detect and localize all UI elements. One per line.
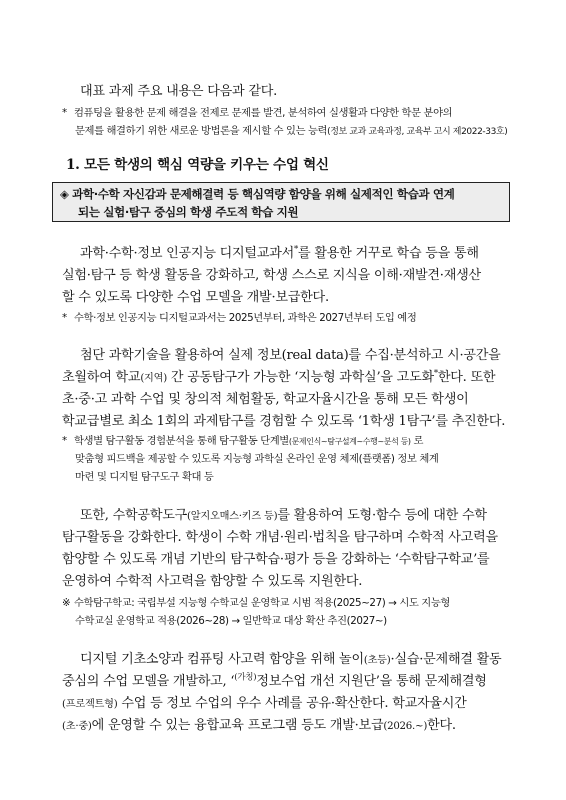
p3-note-text-1: 수학탐구학교: 국립부설 지능형 수학교실 운영학교 시범 적용(2025~27) → 시도 지능형: [74, 597, 450, 609]
paragraph-1-line-2: 실험·탐구 등 학생 활동을 강화하고, 학생 스스로 지식을 이해·재발견·재생산: [62, 268, 481, 283]
p2-text-2a: 초월하여 학교: [62, 370, 141, 385]
intro-text: 대표 과제 주요 내용은 다음과 같다.: [80, 84, 278, 99]
p4-text-1a: 디지털 기초소양과 컴퓨팅 사고력 함양을 위해 놀이: [80, 652, 364, 667]
p4-year-note: (2026.~): [383, 721, 428, 732]
p2-region-note: (지역): [140, 373, 167, 384]
p2-text-2c: 한다. 또한: [437, 370, 496, 385]
paragraph-4-line-1: [80, 648, 501, 667]
paragraph-2-line-2: [62, 366, 495, 385]
paragraph-4-line-2: [62, 670, 487, 689]
p2-text-2b: 간 공동탐구가 가능한 ‘지능형 과학실’을 고도화: [167, 370, 434, 385]
paragraph-4-line-3: [62, 692, 467, 711]
paragraph-3-line-2: 탐구활동을 강화한다. 학생이 수학 개념·원리·법칙을 탐구하며 수학적 사고력을: [62, 530, 498, 545]
p4-text-2a: 중심의 수업 모델을 개발하고, ‘: [62, 674, 235, 689]
p1-footnote-mark: *: [294, 244, 299, 255]
paragraph-3-line-1: [80, 504, 487, 523]
section-1-title: 1. 모든 학생의 핵심 역량을 키우는 수업 혁신: [66, 157, 329, 173]
footnote-1-text-1: 컴퓨팅을 활용한 문제 해결을 전제로 문제를 발견, 분석하여 실생활과 다양한 학문 분야의: [74, 107, 453, 119]
paragraph-3-line-3: 함양할 수 있도록 개념 기반의 탐구학습·평가 등을 강화하는 ‘수학탐구학교’를: [62, 552, 490, 567]
footnote-star: *: [62, 107, 67, 119]
reference-mark: ※: [62, 597, 71, 609]
p3-text-1b: 를 활용하여 도형·함수 등에 대한 수학: [277, 508, 487, 523]
paragraph-2-note-line-2: 맞춤형 피드백을 제공할 수 있도록 지능형 과학실 온라인 운영 체제(플랫폼) 정보 체계: [75, 453, 439, 465]
callout-line-1: ◈ 과학·수학 자신감과 문제해결력 등 핵심역량 함양을 위해 실제적인 학습과 연계: [60, 187, 455, 201]
paragraph-4-line-4: [62, 714, 456, 733]
p2-note-text-1b: 로: [410, 435, 424, 447]
paragraph-2-note-line-3: 마련 및 디지털 탐구도구 확대 등: [75, 471, 214, 483]
p4-text-4d: 한다.: [427, 718, 456, 733]
footnote-1-text-2: 문제를 해결하기 위한 새로운 방법론을 제시할 수 있는 능력: [75, 125, 328, 137]
paragraph-1-line-1: [80, 242, 479, 261]
paragraph-1-note: [62, 309, 416, 324]
paragraph-3-note-line-2: 수학교실 운영학교 적용(2026~28) → 일반학교 대상 확산 추진(2027~): [75, 615, 387, 627]
footnote-1-line-2: [75, 122, 507, 137]
p1-text-1a: 과학·수학·정보 인공지능 디지털교과서: [80, 246, 295, 261]
p1-note-text: 수학·정보 인공지능 디지털교과서는 2025년부터, 과학은 2027년부터 도입 예정: [74, 312, 417, 324]
footnote-star: *: [62, 312, 67, 324]
p4-text-3b: 수업 등 정보 수업의 우수 사례를 공유·확산한다. 학교자율시간: [117, 696, 467, 711]
p4-elementary-note: (초등): [363, 655, 391, 666]
footnote-1-source: (정보 교과 교육과정, 교육부 고시 제2022-33호): [327, 127, 508, 137]
p1-text-1b: 를 활용한 거꾸로 학습 등을 통해: [298, 246, 479, 261]
paragraph-2-note-line-1: [62, 432, 423, 447]
p4-school-level-note: (초·중): [62, 721, 92, 732]
p3-text-1a: 또한, 수학공학도구: [80, 508, 188, 523]
paragraph-2-line-1: 첨단 과학기술을 활용하여 실제 정보(real data)를 수집·분석하고 시·공간을: [80, 348, 501, 363]
p4-text-4b: 에 운영할 수 있는 융합교육 프로그램 등도 개발·보급: [91, 718, 384, 733]
p4-text-2b: 정보수업 개선 지원단’을 통해 문제해결형: [256, 674, 487, 689]
p2-note-text-1a: 학생별 탐구활동 경험분석을 통해 탐구활동 단계별: [74, 435, 289, 447]
footnote-star: *: [62, 435, 67, 447]
p4-tentative-mark: (가칭): [234, 672, 257, 683]
p2-note-stages: (문제인식~탐구설계~수행~분석 등): [288, 437, 411, 446]
p4-text-1b: ·실습·문제해결 활동: [390, 652, 502, 667]
paragraph-2-line-3: 초·중·고 과학 수업 및 창의적 체험활동, 학교자율시간을 통해 모든 학생이: [62, 392, 469, 407]
p2-footnote-mark: *: [433, 368, 438, 379]
paragraph-1-line-3: 할 수 있도록 다양한 수업 모델을 개발·보급한다.: [62, 290, 329, 305]
paragraph-3-note-line-1: [62, 594, 450, 609]
p4-project-note: (프로젝트형): [62, 699, 118, 710]
callout-line-2: 되는 실험·탐구 중심의 학생 주도적 학습 지원: [78, 205, 299, 219]
paragraph-3-line-4: 운영하여 수학적 사고력을 함양할 수 있도록 지원한다.: [62, 574, 363, 589]
p3-tools-note: (알지오매스·키즈 등): [187, 511, 278, 522]
paragraph-2-line-4: 학교급별로 최소 1회의 과제탐구를 경험할 수 있도록 ‘1학생 1탐구’를 추진한다.: [62, 414, 506, 429]
footnote-1-line-1: [62, 104, 452, 119]
